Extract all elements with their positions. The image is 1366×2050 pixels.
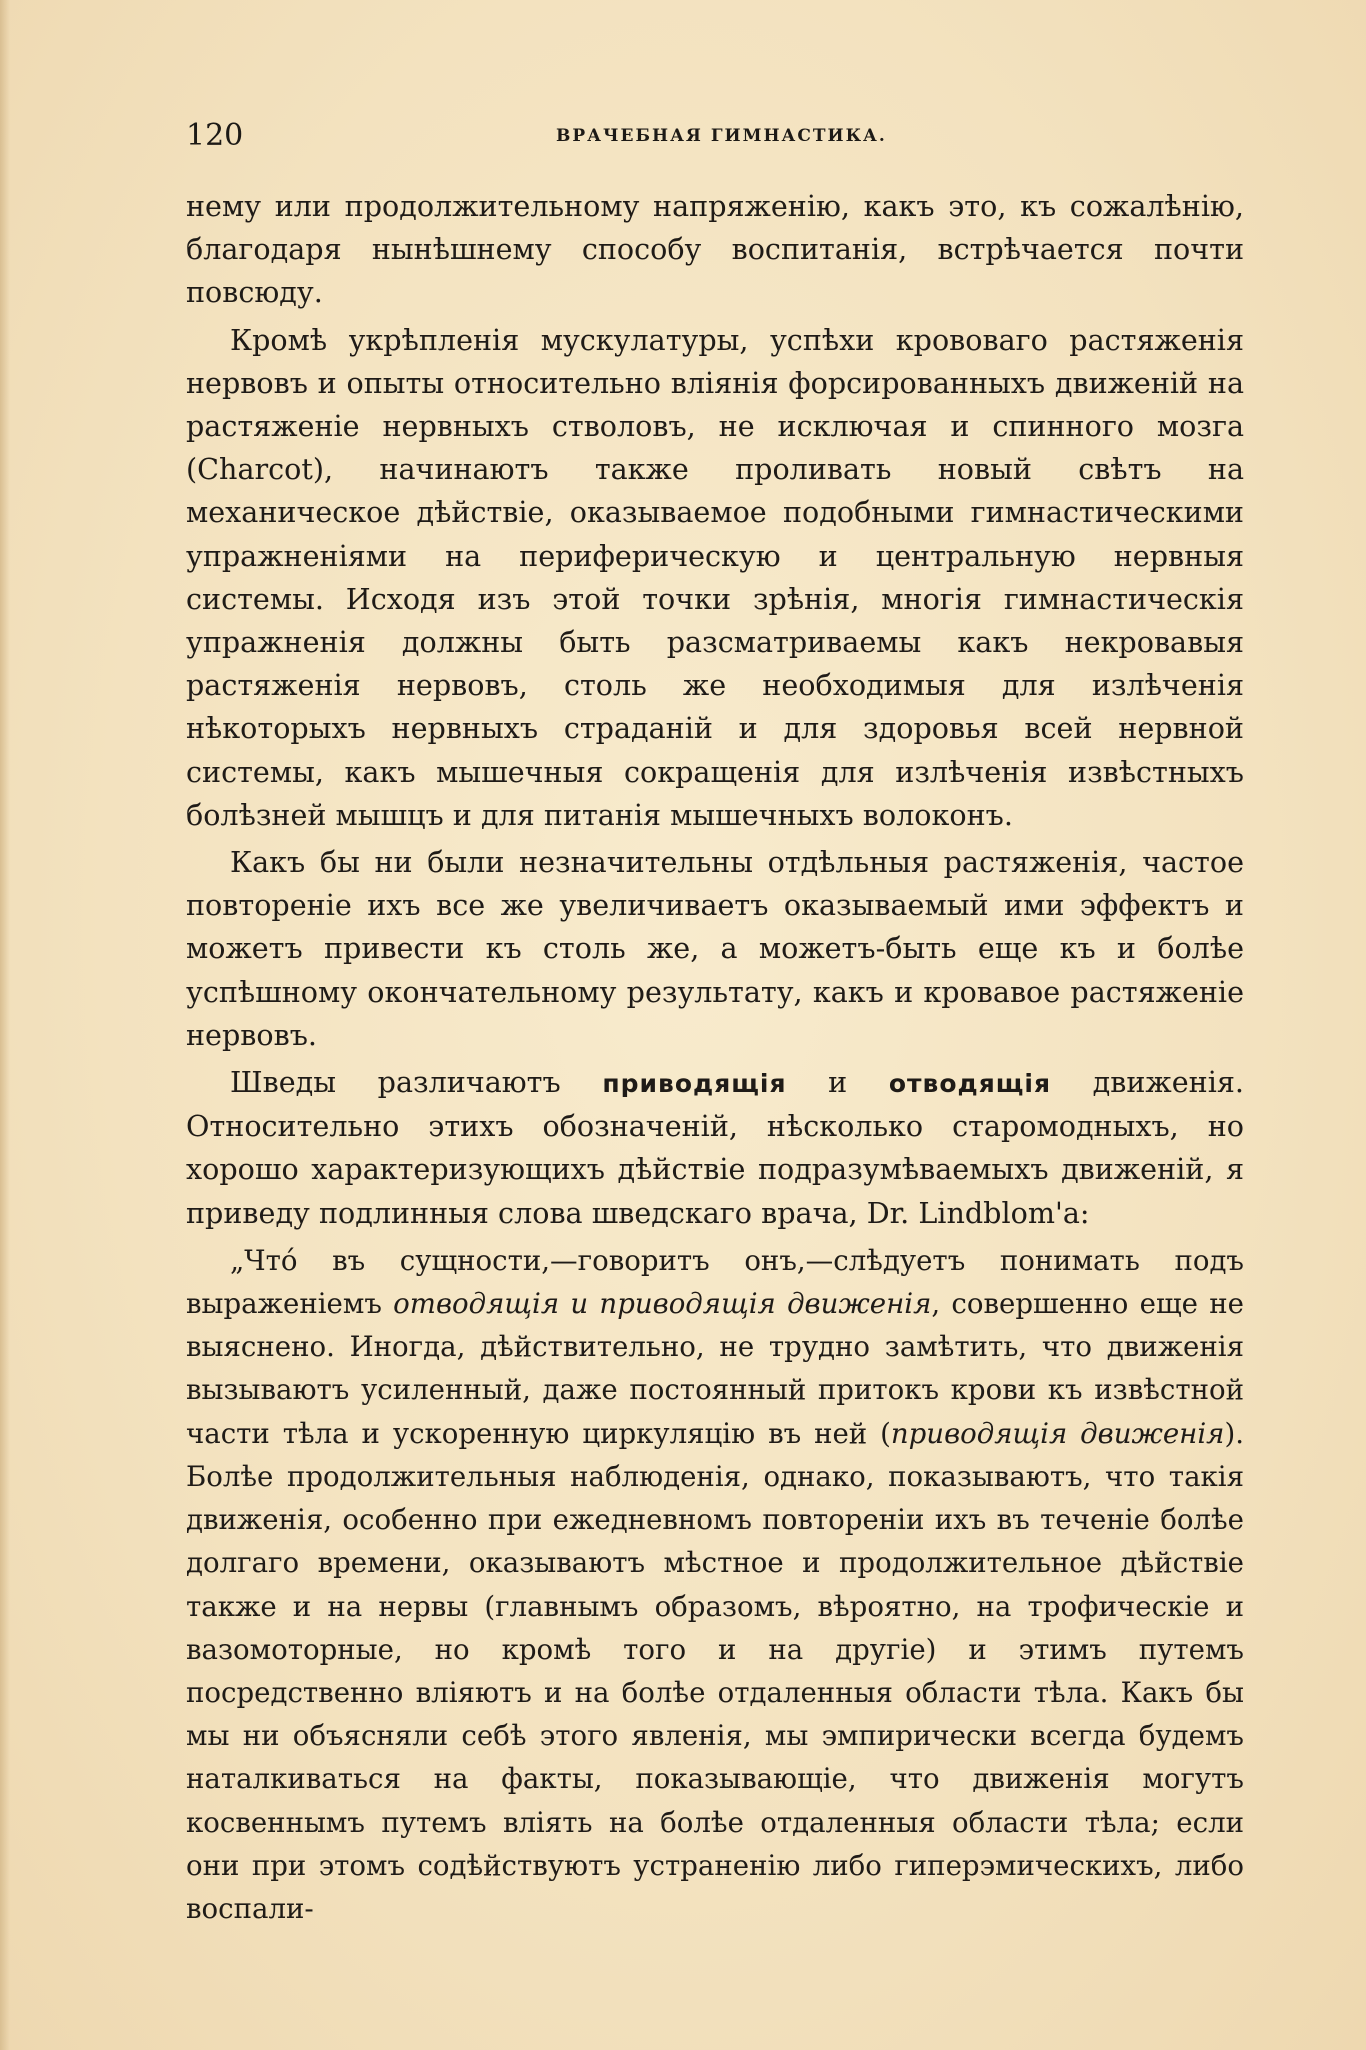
running-title: ВРАЧЕБНАЯ ГИМНАСТИКА.	[556, 126, 887, 146]
italic-term-2: приводящія движенія	[890, 1416, 1225, 1450]
page-edge-shadow	[0, 0, 10, 2050]
paragraph-5-text-b: , совершенно еще не выяснено. Иногда, дѣйствительно, не трудно замѣтить, что движенія вызываютъ усиленный, даже постоянный притокъ крови къ извѣстной части тѣла и ускоренную циркуляцію въ ней (	[186, 1287, 1244, 1450]
paragraph-4-text-a: Шведы различаютъ	[230, 1065, 603, 1100]
body-text	[186, 185, 1244, 1934]
paragraph-3: Какъ бы ни были незначительны отдѣльныя растяженія, частое повтореніе ихъ все же увеличиваетъ оказываемый ими эффектъ и можетъ привести къ столь же, а можетъ-быть еще къ и болѣе успѣшному окончательному результату, какъ и кровавое растяженіе нервовъ.	[186, 845, 1244, 1052]
page-header	[186, 118, 1246, 158]
paragraph-4	[186, 1061, 1244, 1235]
paragraph-1: нему или продолжительному напряженію, какъ это, къ сожалѣнію, благодаря нынѣшнему способу воспитанія, встрѣчается почти повсюду.	[186, 189, 1244, 310]
term-efferent: отводящія	[888, 1069, 1052, 1099]
paragraph-5-quote	[186, 1239, 1244, 1930]
italic-term-1: отводящія и приводящія движенія	[393, 1287, 932, 1321]
paragraph-5-text-c: ). Болѣе продолжительныя наблюденія, однако, показываютъ, что такія движенія, особенно при ежедневномъ повтореніи ихъ въ теченіе болѣе долгаго времени, оказываютъ мѣстное и продолжительное дѣйствіе также и на нервы (главнымъ образомъ, вѣроятно, на трофическіе и вазомоторные, но кромѣ того и на другіе) и этимъ путемъ посредственно вліяютъ и на болѣе отдаленныя области тѣла. Какъ бы мы ни объясняли себѣ этого явленія, мы эмпирически всегда будемъ наталкиваться на факты, показывающіе, что движенія могутъ косвеннымъ путемъ вліять на болѣе отдаленныя области тѣла; если они при этомъ содѣйствуютъ устраненію либо гиперэмическихъ, либо воспали-	[186, 1416, 1244, 1925]
paragraph-2: Кромѣ укрѣпленія мускулатуры, успѣхи крововаго растяженія нервовъ и опыты относительно вліянія форсированныхъ движеній на растяженіе нервныхъ стволовъ, не исключая и спинного мозга (Charcot), начинаютъ также проливать новый свѣтъ на механическое дѣйствіе, оказываемое подобными гимнастическими упражненіями на периферическую и центральную нервныя системы. Исходя изъ этой точки зрѣнія, многія гимнастическія упражненія должны быть разсматриваемы какъ некровавыя растяженія нервовъ, столь же необходимыя для излѣченія нѣкоторыхъ нервныхъ страданій и для здоровья всей нервной системы, какъ мышечныя сокращенія для излѣченія извѣстныхъ болѣзней мышцъ и для питанія мышечныхъ волоконъ.	[186, 322, 1244, 832]
page-number: 120	[186, 118, 244, 153]
paragraph-5-text-a: „Чтó въ сущности,—говоритъ онъ,—слѣдуетъ понимать подъ выраженіемъ	[186, 1243, 1244, 1321]
term-afferent: приводящія	[602, 1069, 787, 1099]
paragraph-4-text-d: движенія. Относительно этихъ обозначеній, нѣсколько старомодныхъ, но хорошо характеризующихъ дѣйствіе подразумѣваемыхъ движеній, я приведу подлинныя слова шведскаго врача, Dr. Lindblom'а:	[186, 1065, 1244, 1230]
paragraph-4-text-c: и	[786, 1065, 889, 1100]
